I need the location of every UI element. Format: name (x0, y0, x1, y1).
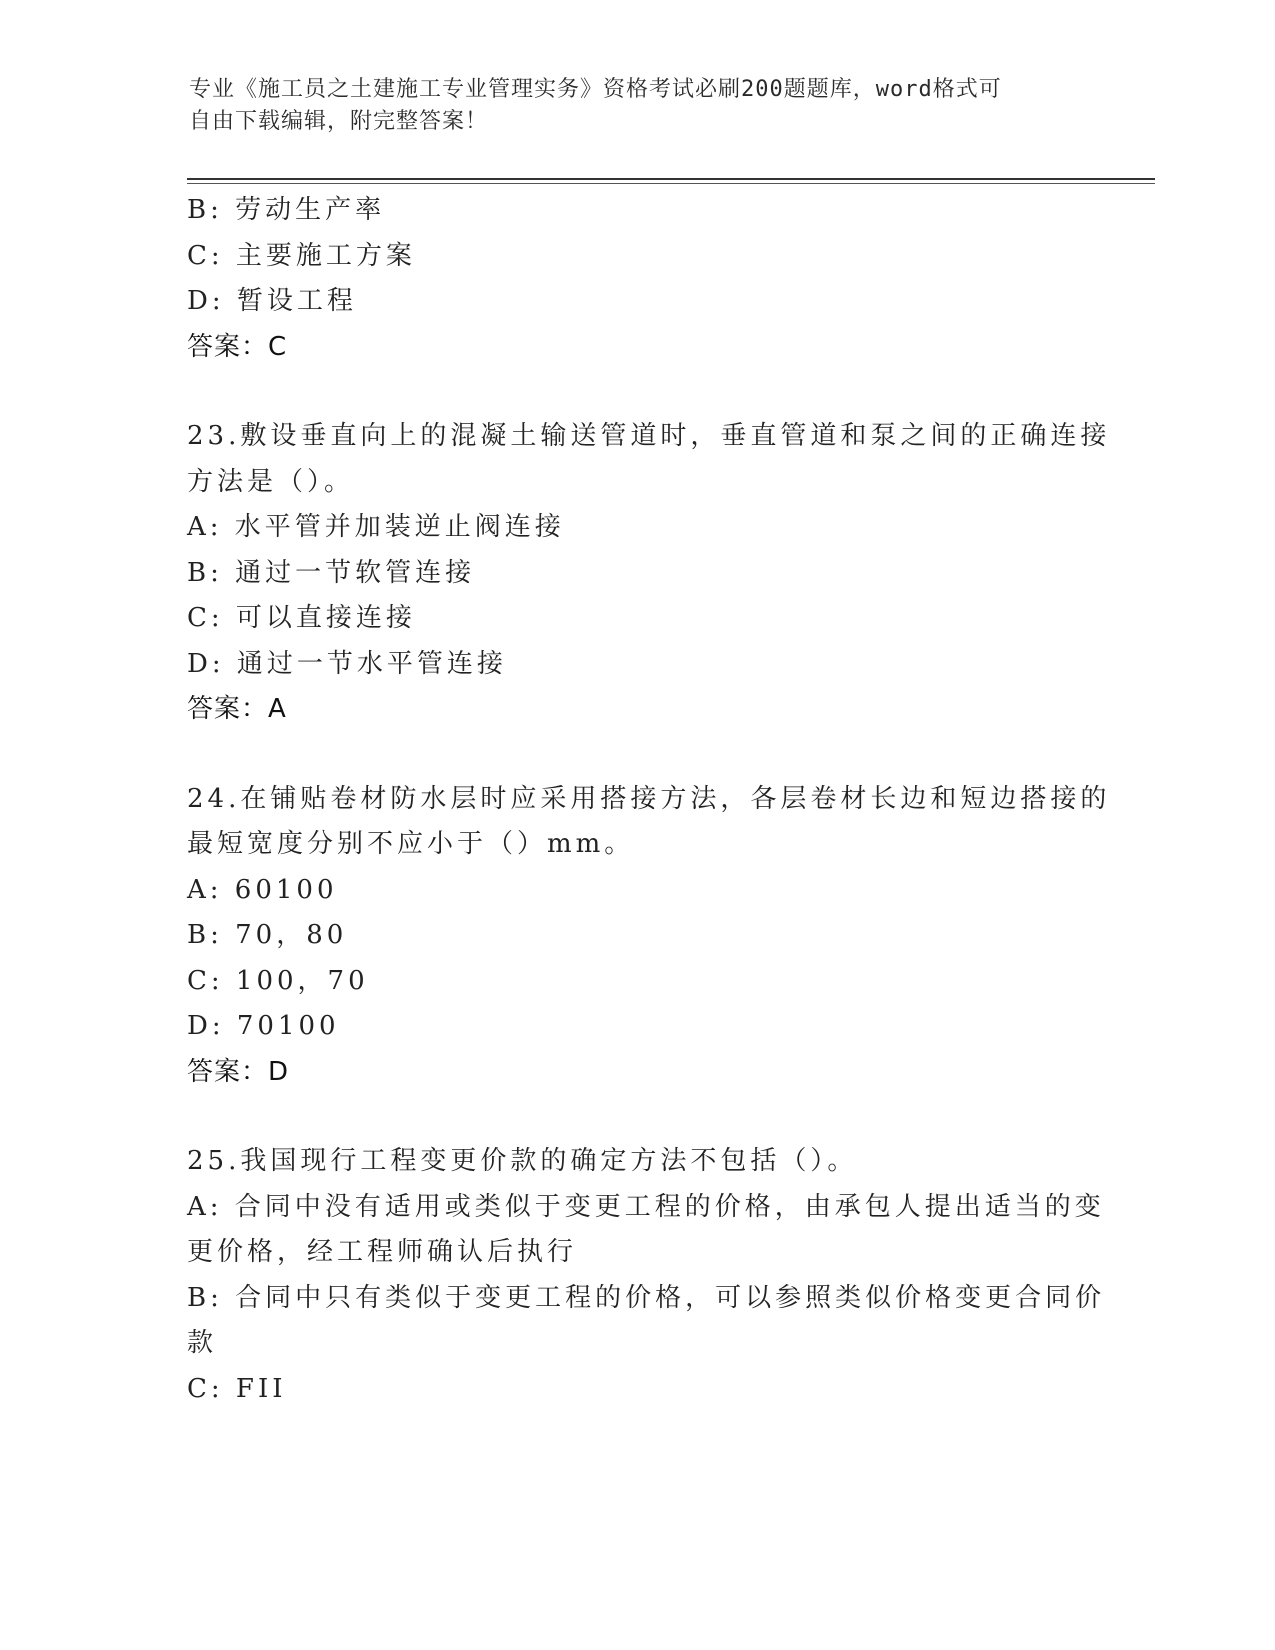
header-divider-thin (187, 183, 1155, 184)
option-c: C: 可以直接连接 (187, 603, 416, 633)
option-d: D: 通过一节水平管连接 (187, 648, 507, 679)
question-24 (187, 777, 1111, 1096)
option-b: B: 劳动生产率 (187, 195, 386, 225)
option-c: C: 100，70 (187, 965, 369, 996)
document-header (189, 74, 1069, 138)
option-a-line-2: 更价格，经工程师确认后执行 (187, 1237, 578, 1267)
question-stem-line-1: 23.敷设垂直向上的混凝土输送管道时，垂直管道和泵之间的正确连接 (187, 421, 1111, 451)
question-list (187, 188, 1111, 1412)
question-22 (187, 188, 1087, 370)
answer-label: 答案：A (187, 694, 287, 724)
answer-label: 答案：D (187, 1056, 290, 1087)
spacer (187, 1095, 1087, 1139)
option-a: A: 水平管并加装逆止阀连接 (187, 512, 565, 542)
option-b: B: 通过一节软管连接 (187, 557, 476, 588)
option-a: A: 60100 (187, 874, 338, 905)
option-b: B: 70，80 (187, 920, 348, 950)
question-stem-line-1: 24.在铺贴卷材防水层时应采用搭接方法，各层卷材长边和短边搭接的 (187, 783, 1111, 814)
header-title-line-1: 专业《施工员之土建施工专业管理实务》资格考试必刷200题题库，word格式可 (189, 77, 1002, 102)
header-divider-thick (187, 178, 1155, 180)
question-stem-line-2: 最短宽度分别不应小于（）mm。 (187, 829, 635, 859)
spacer (187, 370, 1087, 414)
option-d: D: 暂设工程 (187, 286, 357, 316)
option-d: D: 70100 (187, 1011, 340, 1041)
option-c: C: FII (187, 1373, 287, 1404)
question-23 (187, 414, 1111, 733)
answer-label: 答案：C (187, 331, 288, 362)
option-c: C: 主要施工方案 (187, 240, 416, 271)
spacer (187, 733, 1087, 777)
option-a-line-1: A: 合同中没有适用或类似于变更工程的价格，由承包人提出适当的变 (187, 1191, 1105, 1222)
question-stem-line-1: 25.我国现行工程变更价款的确定方法不包括（）。 (187, 1146, 858, 1176)
question-stem-line-2: 方法是（）。 (187, 466, 355, 497)
question-25 (187, 1139, 1106, 1412)
option-b-line-1: B: 合同中只有类似于变更工程的价格，可以参照类似价格变更合同价 (187, 1282, 1106, 1313)
option-b-line-2: 款 (187, 1328, 218, 1358)
header-title-line-2: 自由下载编辑，附完整答案！ (189, 109, 489, 134)
